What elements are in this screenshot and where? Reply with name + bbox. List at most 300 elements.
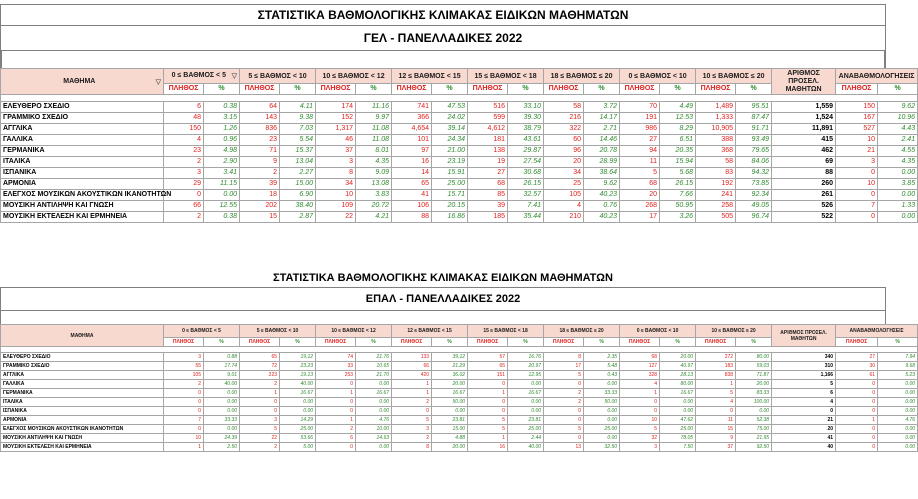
pct-cell: 0.00	[204, 389, 240, 398]
count-cell: 202	[240, 201, 280, 212]
pct-cell: 39.30	[508, 113, 544, 124]
subject-name: ΓΑΛΛΙΚΑ	[1, 380, 164, 389]
pct-cell: 6.90	[280, 190, 316, 201]
count-cell: 66	[392, 362, 432, 371]
pct-cell: 5.68	[660, 168, 696, 179]
gel-title-box	[0, 4, 886, 68]
pct-header: %	[660, 84, 696, 95]
count-cell: 109	[316, 201, 356, 212]
count-cell: 388	[696, 135, 736, 146]
pct-cell: 0.00	[204, 190, 240, 201]
count-cell: 8	[316, 168, 356, 179]
count-cell: 2	[316, 425, 356, 434]
pct-cell: 13.08	[356, 179, 392, 190]
regrade-pct-cell: 4.43	[878, 124, 918, 135]
pct-cell: 25.00	[508, 425, 544, 434]
count-cell: 838	[696, 371, 736, 380]
count-cell: 4	[696, 398, 736, 407]
count-cell: 0	[620, 398, 660, 407]
regrade-pct-cell: 0.00	[878, 380, 918, 389]
pct-header: %	[432, 84, 468, 95]
count-cell: 6	[316, 434, 356, 443]
pct-cell: 0.00	[736, 407, 772, 416]
pct-cell: 0.00	[204, 398, 240, 407]
pct-cell: 5.54	[280, 135, 316, 146]
table-row	[1, 362, 918, 371]
subject-name: ΙΤΑΛΙΚΑ	[1, 157, 164, 168]
regrade-count-cell: 0	[836, 212, 878, 223]
subject-name: ΑΡΜΟΝΙΑ	[1, 179, 164, 190]
subject-name: ΜΟΥΣΙΚΗ ΑΝΤΙΛΗΨΗ ΚΑΙ ΓΝΩΣΗ	[1, 434, 164, 443]
count-cell: 29	[164, 179, 204, 190]
count-cell: 1	[392, 380, 432, 389]
count-cell: 65	[468, 362, 508, 371]
pct-header: %	[508, 338, 544, 347]
count-cell: 3	[316, 157, 356, 168]
count-cell: 11	[620, 157, 660, 168]
regrade-count-cell: 30	[836, 362, 878, 371]
pct-cell: 3.26	[660, 212, 696, 223]
pct-cell: 0.88	[204, 353, 240, 362]
pct-cell: 3.15	[204, 113, 240, 124]
count-cell: 8	[544, 353, 584, 362]
range-header: 0 ≤ ΒΑΘΜΟΣ < 5	[164, 325, 240, 338]
pct-cell: 53.66	[280, 434, 316, 443]
pct-cell: 9.97	[356, 113, 392, 124]
pct-cell: 15.71	[432, 190, 468, 201]
regrade-count-cell: 61	[836, 371, 878, 380]
table-row	[1, 353, 918, 362]
regrade-count-cell: 0	[836, 434, 878, 443]
count-cell: 1	[164, 443, 204, 452]
count-header: ΠΛΗΘΟΣ	[164, 338, 204, 347]
regrade-header: ΑΝΑΒΑΘΜΟΛΟΓΗΣΕΙΣ	[836, 325, 918, 338]
total-cell: 1,524	[772, 113, 836, 124]
range-header: 0 ≤ ΒΑΘΜΟΣ < 10	[620, 325, 696, 338]
pct-cell: 94.32	[736, 168, 772, 179]
gel-section	[0, 4, 916, 223]
count-cell: 55	[164, 362, 204, 371]
count-cell: 368	[696, 146, 736, 157]
pct-cell: 28.99	[584, 157, 620, 168]
count-cell: 0	[316, 380, 356, 389]
gel-subtitle: ΓΕΛ - ΠΑΝΕΛΛΑΔΙΚΕΣ 2022	[1, 25, 885, 50]
count-header: ΠΛΗΘΟΣ	[164, 84, 204, 95]
table-row	[1, 416, 918, 425]
total-cell: 6	[772, 389, 836, 398]
regrade-count-cell: 0	[836, 443, 878, 452]
pct-cell: 7.41	[508, 201, 544, 212]
pct-cell: 0.38	[204, 212, 240, 223]
count-cell: 83	[696, 168, 736, 179]
regrade-pct-cell: 9.62	[878, 102, 918, 113]
count-cell: 151	[468, 371, 508, 380]
count-cell: 23	[164, 146, 204, 157]
count-cell: 1	[620, 389, 660, 398]
pct-cell: 21.95	[736, 434, 772, 443]
pct-cell: 3.83	[356, 190, 392, 201]
regrade-pct-cell: 4.55	[878, 146, 918, 157]
pct-cell: 100.00	[736, 398, 772, 407]
count-header: ΠΛΗΘΟΣ	[316, 84, 356, 95]
count-cell: 96	[544, 146, 584, 157]
pct-cell: 6.51	[660, 135, 696, 146]
count-cell: 2	[544, 398, 584, 407]
pct-cell: 16.67	[660, 389, 696, 398]
count-cell: 41	[392, 190, 432, 201]
regrade-count-cell: 27	[836, 353, 878, 362]
pct-cell: 16.76	[508, 353, 544, 362]
regrade-count-cell: 150	[836, 102, 878, 113]
pct-cell: 28.13	[660, 371, 696, 380]
regrade-pct-cell: 3.85	[878, 179, 918, 190]
count-cell: 5	[240, 425, 280, 434]
count-cell: 46	[316, 135, 356, 146]
count-cell: 0	[164, 425, 204, 434]
pct-cell: 17.74	[204, 362, 240, 371]
pct-cell: 0.00	[584, 416, 620, 425]
count-cell: 10	[620, 416, 660, 425]
total-cell: 261	[772, 190, 836, 201]
pct-header: %	[878, 338, 918, 347]
epal-spacer	[0, 310, 886, 324]
pct-cell: 10.00	[356, 425, 392, 434]
count-cell: 34	[316, 179, 356, 190]
pct-cell: 2.90	[204, 157, 240, 168]
count-cell: 152	[316, 113, 356, 124]
count-cell: 85	[468, 190, 508, 201]
count-cell: 5	[544, 371, 584, 380]
count-cell: 8	[392, 443, 432, 452]
count-cell: 0	[620, 407, 660, 416]
range-header: 18 ≤ ΒΑΘΜΟΣ ≤ 20	[544, 69, 620, 84]
count-cell: 17	[544, 362, 584, 371]
pct-cell: 19.13	[280, 371, 316, 380]
pct-cell: 43.61	[508, 135, 544, 146]
count-cell: 15	[240, 212, 280, 223]
pct-cell: 24.02	[432, 113, 468, 124]
count-cell: 268	[620, 201, 660, 212]
pct-header: %	[280, 338, 316, 347]
pct-cell: 9.38	[280, 113, 316, 124]
count-cell: 3	[392, 425, 432, 434]
pct-cell: 20.15	[432, 201, 468, 212]
pct-cell: 11.15	[204, 179, 240, 190]
table-row	[1, 398, 918, 407]
pct-cell: 20.00	[432, 443, 468, 452]
count-cell: 0	[468, 407, 508, 416]
count-cell: 1	[468, 434, 508, 443]
pct-cell: 50.00	[432, 398, 468, 407]
count-cell: 133	[392, 353, 432, 362]
gel-title: ΣΤΑΤΙΣΤΙΚΑ ΒΑΘΜΟΛΟΓΙΚΗΣ ΚΛΙΜΑΚΑΣ ΕΙΔΙΚΩΝ ΜΑΘΗΜΑΤΩΝ	[257, 8, 629, 22]
count-cell: 60	[544, 135, 584, 146]
range-header: 12 ≤ ΒΑΘΜΟΣ < 15	[392, 325, 468, 338]
count-cell: 0	[468, 380, 508, 389]
count-cell: 105	[164, 371, 204, 380]
pct-cell: 20.97	[508, 362, 544, 371]
count-header: ΠΛΗΘΟΣ	[544, 338, 584, 347]
pct-cell: 87.47	[736, 113, 772, 124]
pct-cell: 16.67	[432, 389, 468, 398]
pct-header: %	[736, 84, 772, 95]
pct-cell: 0.00	[432, 407, 468, 416]
table-row	[1, 113, 918, 124]
count-cell: 32	[620, 434, 660, 443]
pct-cell: 0.00	[356, 398, 392, 407]
table-row	[1, 146, 918, 157]
regrade-count-cell: 0	[836, 398, 878, 407]
count-cell: 143	[240, 113, 280, 124]
table-row	[1, 434, 918, 443]
count-cell: 420	[392, 371, 432, 380]
pct-header: %	[660, 338, 696, 347]
epal-title-box	[0, 269, 886, 324]
count-cell: 185	[468, 212, 508, 223]
count-cell: 22	[240, 434, 280, 443]
regrade-pct-cell: 4.76	[878, 416, 918, 425]
count-cell: 4	[544, 201, 584, 212]
total-cell: 1,166	[772, 371, 836, 380]
count-cell: 74	[316, 353, 356, 362]
pct-header: %	[356, 84, 392, 95]
total-cell: 20	[772, 425, 836, 434]
pct-cell: 49.05	[736, 201, 772, 212]
table-row	[1, 179, 918, 190]
pct-cell: 40.97	[660, 362, 696, 371]
count-cell: 0	[164, 407, 204, 416]
subject-name: ΙΤΑΛΙΚΑ	[1, 398, 164, 407]
pct-cell: 24.39	[204, 434, 240, 443]
pct-cell: 12.95	[508, 371, 544, 380]
count-cell: 68	[620, 353, 660, 362]
regrade-pct-cell: 0.00	[878, 398, 918, 407]
subject-name: ΕΛΕΓΧΟΣ ΜΟΥΣΙΚΩΝ ΑΚΟΥΣΤΙΚΩΝ ΙΚΑΝΟΤΗΤΩΝ	[1, 425, 164, 434]
pct-header: %	[432, 338, 468, 347]
pct-cell: 26.15	[508, 179, 544, 190]
regrade-header: ΑΝΑΒΑΘΜΟΛΟΓΗΣΕΙΣ	[836, 69, 918, 84]
pct-cell: 4.49	[660, 102, 696, 113]
pct-cell: 79.65	[736, 146, 772, 157]
pct-cell: 2.35	[584, 353, 620, 362]
total-cell: 5	[772, 380, 836, 389]
count-cell: 4,654	[392, 124, 432, 135]
epal-body	[1, 353, 918, 452]
pct-cell: 11.16	[356, 102, 392, 113]
pct-cell: 25.00	[660, 425, 696, 434]
count-cell: 18	[240, 190, 280, 201]
count-cell: 2	[240, 443, 280, 452]
total-header: ΑΡΙΘΜΟΣ ΠΡΟΣΕΛ. ΜΑΘΗΤΩΝ	[772, 325, 836, 347]
total-header: ΑΡΙΘΜΟΣ ΠΡΟΣΕΛ. ΜΑΘΗΤΩΝ	[772, 69, 836, 95]
pct-cell: 16.67	[508, 389, 544, 398]
count-header: ΠΛΗΘΟΣ	[468, 338, 508, 347]
table-row	[1, 425, 918, 434]
regrade-pct-cell: 0.00	[878, 443, 918, 452]
pct-cell: 92.50	[736, 443, 772, 452]
count-cell: 183	[696, 362, 736, 371]
count-cell: 58	[696, 157, 736, 168]
pct-header: %	[584, 84, 620, 95]
count-cell: 253	[316, 371, 356, 380]
subject-name: ΙΣΠΑΝΙΚΑ	[1, 168, 164, 179]
regrade-count-cell: 167	[836, 113, 878, 124]
count-cell: 174	[316, 102, 356, 113]
count-cell: 3	[240, 416, 280, 425]
pct-cell: 0.00	[356, 407, 392, 416]
count-header: ΠΛΗΘΟΣ	[316, 338, 356, 347]
count-cell: 150	[164, 124, 204, 135]
gel-blank-row	[1, 95, 918, 102]
gel-spacer	[1, 50, 885, 68]
pct-cell: 30.68	[508, 168, 544, 179]
count-cell: 97	[392, 146, 432, 157]
pct-cell: 11.08	[356, 124, 392, 135]
pct-cell: 20.00	[660, 353, 696, 362]
pct-cell: 2.27	[280, 168, 316, 179]
pct-cell: 50.95	[660, 201, 696, 212]
subject-name: ΕΛΕΓΧΟΣ ΜΟΥΣΙΚΩΝ ΑΚΟΥΣΤΙΚΩΝ ΙΚΑΝΟΤΗΤΩΝ	[1, 190, 164, 201]
pct-cell: 2.44	[508, 434, 544, 443]
count-cell: 17	[620, 212, 660, 223]
range-header: 18 ≤ ΒΑΘΜΟΣ ≤ 20	[544, 325, 620, 338]
count-cell: 68	[468, 179, 508, 190]
regrade-pct-cell: 0.00	[878, 425, 918, 434]
count-cell: 20	[544, 157, 584, 168]
count-cell: 0	[544, 434, 584, 443]
subject-name: ΓΕΡΜΑΝΙΚΑ	[1, 146, 164, 157]
filter-dropdown-icon[interactable]: ▽	[155, 78, 161, 86]
count-cell: 39	[240, 179, 280, 190]
subject-name: ΓΡΑΜΜΙΚΟ ΣΧΕΔΙΟ	[1, 113, 164, 124]
count-cell: 70	[620, 102, 660, 113]
count-cell: 986	[620, 124, 660, 135]
regrade-pct-cell: 2.41	[878, 135, 918, 146]
count-header: ΠΛΗΘΟΣ	[240, 84, 280, 95]
pct-cell: 0.00	[584, 407, 620, 416]
regrade-count-cell: 0	[836, 407, 878, 416]
total-cell: 526	[772, 201, 836, 212]
regrade-pct-cell: 5.23	[878, 371, 918, 380]
count-header: ΠΛΗΘΟΣ	[836, 84, 878, 95]
count-cell: 64	[240, 102, 280, 113]
count-cell: 2	[240, 380, 280, 389]
pct-cell: 0.00	[356, 380, 392, 389]
regrade-pct-cell: 10.96	[878, 113, 918, 124]
count-cell: 223	[240, 371, 280, 380]
range-header: 10 ≤ ΒΑΘΜΟΣ ≤ 20	[696, 325, 772, 338]
count-cell: 1	[696, 380, 736, 389]
count-cell: 48	[164, 113, 204, 124]
total-cell: 415	[772, 135, 836, 146]
pct-cell: 7.66	[660, 190, 696, 201]
pct-cell: 84.06	[736, 157, 772, 168]
count-cell: 33	[316, 362, 356, 371]
pct-header: %	[878, 84, 918, 95]
regrade-pct-cell: 0.00	[878, 389, 918, 398]
count-cell: 57	[468, 353, 508, 362]
table-row	[1, 212, 918, 223]
pct-cell: 38.64	[584, 168, 620, 179]
count-header: ΠΛΗΘΟΣ	[836, 338, 878, 347]
count-cell: 127	[620, 362, 660, 371]
range-header: 0 ≤ ΒΑΘΜΟΣ < 10	[620, 69, 696, 84]
table-row	[1, 380, 918, 389]
count-header: ΠΛΗΘΟΣ	[240, 338, 280, 347]
count-cell: 71	[240, 146, 280, 157]
count-cell: 258	[696, 201, 736, 212]
pct-cell: 40.00	[204, 380, 240, 389]
total-cell: 88	[772, 168, 836, 179]
pct-cell: 36.02	[432, 371, 468, 380]
count-cell: 0	[164, 398, 204, 407]
pct-header: %	[584, 338, 620, 347]
count-cell: 10,905	[696, 124, 736, 135]
regrade-pct-cell: 0.00	[878, 168, 918, 179]
pct-cell: 5.48	[584, 362, 620, 371]
count-cell: 0	[316, 398, 356, 407]
count-cell: 2	[164, 212, 204, 223]
count-header: ΠΛΗΘΟΣ	[696, 338, 736, 347]
count-cell: 11	[696, 416, 736, 425]
count-header: ΠΛΗΘΟΣ	[392, 84, 432, 95]
pct-cell: 14.29	[280, 416, 316, 425]
pct-cell: 12.53	[660, 113, 696, 124]
regrade-count-cell: 0	[836, 389, 878, 398]
pct-header: %	[204, 84, 240, 95]
pct-cell: 11.08	[356, 135, 392, 146]
filter-dropdown-icon[interactable]: ▽	[231, 73, 238, 80]
table-row	[1, 135, 918, 146]
pct-cell: 4.98	[204, 146, 240, 157]
count-cell: 25	[544, 179, 584, 190]
range-header[interactable]: 0 ≤ ΒΑΘΜΟΣ < 5 ▽	[164, 69, 240, 84]
table-row	[1, 389, 918, 398]
count-cell: 836	[240, 124, 280, 135]
gel-table	[0, 68, 918, 223]
pct-cell: 4.21	[356, 212, 392, 223]
pct-cell: 0.00	[280, 398, 316, 407]
range-header: 5 ≤ ΒΑΘΜΟΣ < 10	[240, 69, 316, 84]
total-cell: 340	[772, 353, 836, 362]
range-header: 10 ≤ ΒΑΘΜΟΣ < 12	[316, 325, 392, 338]
count-cell: 27	[468, 168, 508, 179]
pct-cell: 78.05	[660, 434, 696, 443]
pct-cell: 3.72	[584, 102, 620, 113]
pct-cell: 21.76	[356, 353, 392, 362]
pct-cell: 40.00	[280, 380, 316, 389]
pct-cell: 20.72	[356, 201, 392, 212]
subject-header[interactable]: ΜΑΘΗΜΑ ▽	[1, 69, 164, 95]
epal-table	[0, 324, 918, 452]
pct-cell: 40.00	[508, 443, 544, 452]
count-cell: 0	[468, 398, 508, 407]
regrade-count-cell: 1	[836, 416, 878, 425]
count-cell: 1,333	[696, 113, 736, 124]
total-cell: 40	[772, 443, 836, 452]
count-cell: 2	[240, 168, 280, 179]
count-cell: 4,612	[468, 124, 508, 135]
table-row	[1, 168, 918, 179]
pct-cell: 33.33	[204, 416, 240, 425]
total-cell: 260	[772, 179, 836, 190]
pct-cell: 96.74	[736, 212, 772, 223]
count-cell: 1,489	[696, 102, 736, 113]
count-cell: 599	[468, 113, 508, 124]
pct-cell: 0.00	[584, 380, 620, 389]
pct-cell: 38.79	[508, 124, 544, 135]
range-header: 10 ≤ ΒΑΘΜΟΣ < 12	[316, 69, 392, 84]
